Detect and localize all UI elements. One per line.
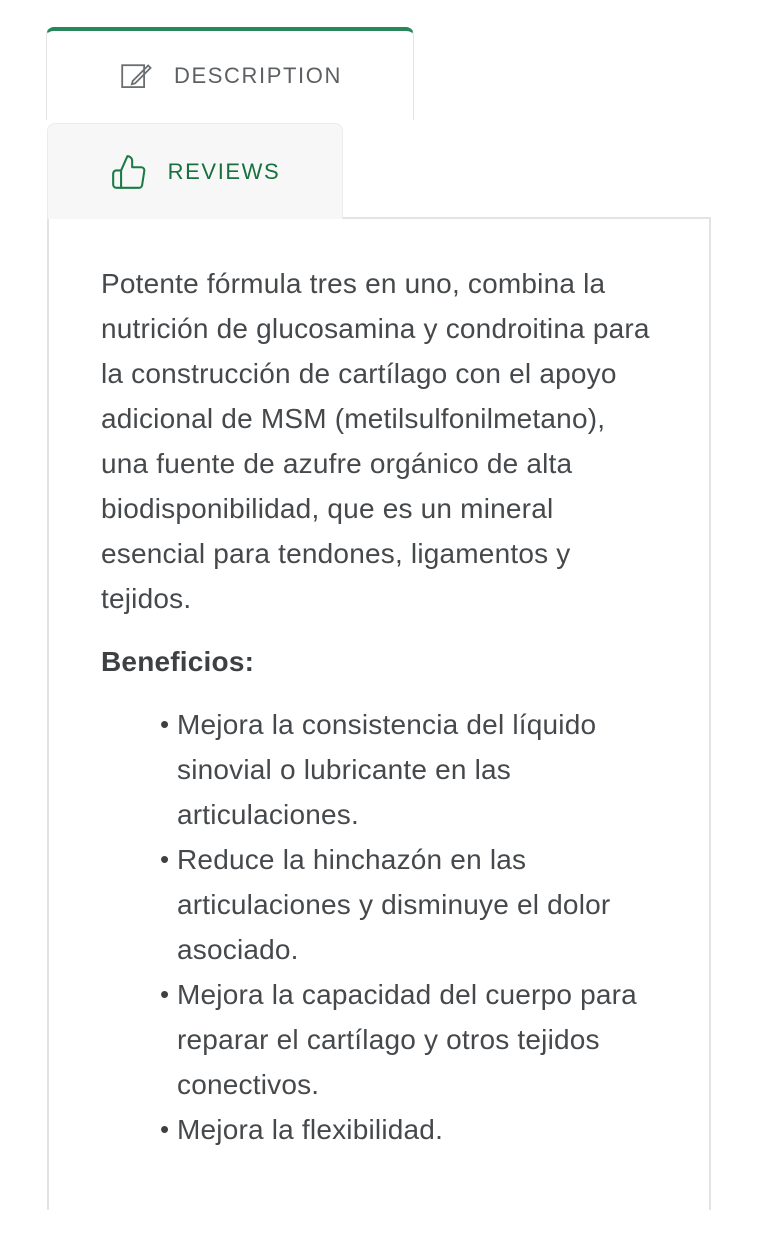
- tab-description-label: DESCRIPTION: [174, 62, 342, 88]
- tab-reviews-label: REVIEWS: [167, 158, 281, 184]
- description-panel: [47, 217, 711, 1210]
- list-item: • Mejora la flexibilidad.: [160, 1107, 659, 1152]
- thumbs-up-icon: [110, 153, 148, 191]
- description-paragraph: Potente fórmula tres en uno, combina la nutrición de glucosamina y condroitina para la construcción de cartílago con el apoyo adicional de MSM (metilsulfonilmetano), una fuente de azufre orgánico de alta biodisponibilidad, que es un mineral esencial para tendones, ligamentos y tejidos.: [101, 268, 650, 614]
- list-item: • Mejora la capacidad del cuerpo para reparar el cartílago y otros tejidos conectivos.: [160, 972, 659, 1107]
- edit-icon: [118, 58, 154, 94]
- list-item: • Mejora la consistencia del líquido sinovial o lubricante en las articulaciones.: [160, 702, 659, 837]
- product-tabs-section: [0, 27, 760, 1210]
- tab-description[interactable]: [46, 27, 414, 120]
- tab-reviews[interactable]: [47, 123, 343, 219]
- benefits-heading: Beneficios:: [101, 646, 255, 677]
- benefits-list: [101, 702, 659, 1152]
- list-item: • Reduce la hinchazón en las articulaciones y disminuye el dolor asociado.: [160, 837, 659, 972]
